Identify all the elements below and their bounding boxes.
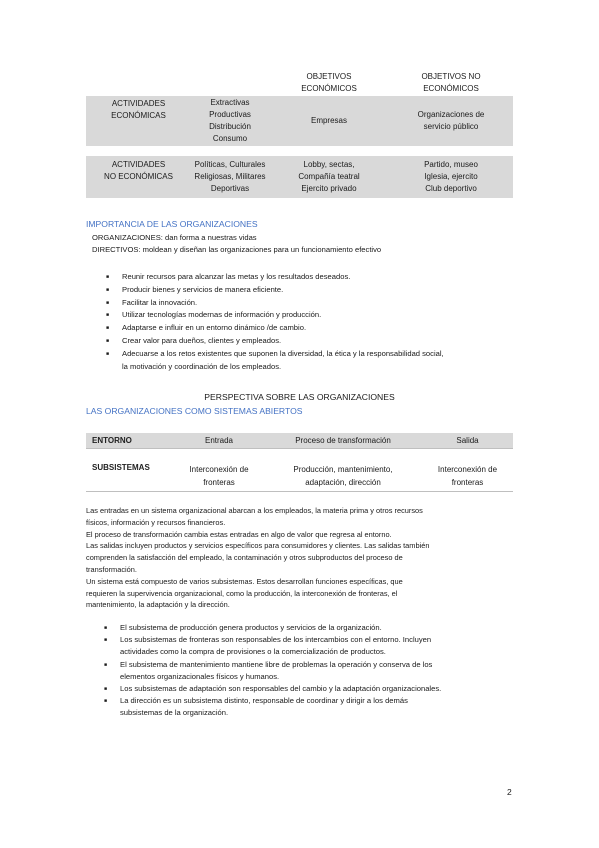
type-line: Consumo <box>212 134 248 143</box>
row-no-economicos <box>389 156 513 198</box>
list-item-line: El subsistema de mantenimiento mantiene libre de problemas la operación y conserva de los <box>120 659 433 669</box>
paragraph-line: mantenimiento, la adaptación y la dirección. <box>86 600 230 610</box>
table1-header-empty-1 <box>86 70 191 96</box>
list-item-line: actividades como la compra de provisiones o la comercialización de productos. <box>120 647 386 657</box>
cell-line: adaptación, dirección <box>305 478 381 487</box>
type-line: Extractivas <box>210 98 250 107</box>
open-system-table <box>86 433 513 492</box>
cell-line: Compañía teatral <box>298 172 360 181</box>
paragraph-line: comprenden la satisfacción del empleado, la contaminación y otros subproductos del proceso de <box>86 553 403 563</box>
table1-header-economicos <box>269 70 389 96</box>
list-item <box>120 622 516 634</box>
list-item-line: la motivación y coordinación de los empleados. <box>122 361 282 371</box>
table1-header-row <box>86 70 513 96</box>
list-item-line: Adecuarse a los retos existentes que suponen la diversidad, la ética y la responsabilidad social, <box>122 348 444 358</box>
cell-line: Club deportivo <box>425 184 477 193</box>
cell-line: servicio público <box>423 122 479 131</box>
list-item: ■ Adaptarse e influir en un entorno dinámico /de cambio. <box>122 322 517 335</box>
importancia-bullet-list <box>122 271 517 373</box>
cell-entrada <box>174 461 264 492</box>
table1-header-no-economicos <box>389 70 513 96</box>
row-economicos <box>269 156 389 198</box>
cell-salida <box>422 461 513 492</box>
row-label-line: ACTIVIDADES <box>111 99 166 108</box>
type-line: Religiosas, Militares <box>194 172 266 181</box>
cell-line: Iglesia, ejercito <box>424 172 478 181</box>
list-item-line: elementos organizacionales físicos y humanos. <box>120 671 280 681</box>
cell-line: Organizaciones de <box>417 110 485 119</box>
cell-proceso <box>264 461 422 492</box>
list-item: ■ Utilizar tecnologías modernas de información y producción. <box>122 309 517 322</box>
list-item-line: Los subsistemas de adaptación son responsables del cambio y la adaptación organizacionales. <box>120 684 442 694</box>
cell-line: fronteras <box>203 478 235 487</box>
paragraph-line: Un sistema está compuesto de varios subsistemas. Estos desarrollan funciones específicas, que <box>86 576 403 586</box>
sistemas-abiertos-subtitle: LAS ORGANIZACIONES COMO SISTEMAS ABIERTOS <box>86 406 303 416</box>
list-item-line: El subsistema de producción genera productos y servicios de la organización. <box>120 623 382 632</box>
list-item-line: La dirección es un subsistema distinto, responsable de coordinar y dirigir a los demás <box>120 696 408 706</box>
cell-line: Producción, mantenimiento, <box>293 465 393 474</box>
paragraph-line: físicos, información y recursos financieros. <box>86 517 226 527</box>
row-no-economicos <box>389 96 513 146</box>
row-types <box>191 96 269 146</box>
row-label-line: ACTIVIDADES <box>111 160 166 169</box>
list-item <box>120 695 516 719</box>
header-entorno: ENTORNO <box>86 433 174 449</box>
table1-row-no-economicas <box>86 156 513 198</box>
importancia-line-organizaciones: ORGANIZACIONES: dan forma a nuestras vidas <box>92 233 257 242</box>
cell-line: Partido, museo <box>424 160 478 169</box>
list-item-line: subsistemas de la organización. <box>120 708 229 718</box>
type-line: Políticas, Culturales <box>194 160 266 169</box>
list-item <box>122 348 517 374</box>
page-number: 2 <box>507 787 512 797</box>
list-item: ■ Reunir recursos para alcanzar las metas y los resultados deseados. <box>122 271 517 284</box>
table2-spacer <box>86 449 513 462</box>
cell-line: Ejercito privado <box>301 184 357 193</box>
table2-header-row <box>86 433 513 449</box>
table2-subsistemas-row <box>86 461 513 492</box>
list-item <box>120 683 516 695</box>
importancia-line-directivos: DIRECTIVOS: moldean y diseñan las organizaciones para un funcionamiento efectivo <box>92 245 382 254</box>
subsistemas-bullet-list <box>120 622 516 720</box>
open-system-paragraphs <box>86 505 516 611</box>
row-label-subsistemas: SUBSISTEMAS <box>86 461 174 492</box>
list-item: ■ Facilitar la innovación. <box>122 297 517 310</box>
type-line: Distribución <box>209 122 251 131</box>
type-line: Deportivas <box>210 184 250 193</box>
importancia-title: IMPORTANCIA DE LAS ORGANIZACIONES <box>86 219 258 229</box>
cell-line: Lobby, sectas, <box>303 160 355 169</box>
table1-gap-row <box>86 146 513 156</box>
cell-line: Interconexión de <box>189 465 249 474</box>
row-label-line: ECONÓMICAS <box>111 111 166 120</box>
header-text: OBJETIVOS NO ECONÓMICOS <box>421 72 481 93</box>
row-label-line: NO ECONÓMICAS <box>104 172 173 181</box>
table1-header-empty-2 <box>191 70 269 96</box>
perspectiva-title: PERSPECTIVA SOBRE LAS ORGANIZACIONES <box>204 392 395 402</box>
row-label <box>86 96 191 146</box>
header-proceso: Proceso de transformación <box>264 433 422 449</box>
list-item: ■ Crear valor para dueños, clientes y empleados. <box>122 335 517 348</box>
header-text: OBJETIVOS ECONÓMICOS <box>301 72 357 93</box>
row-label <box>86 156 191 198</box>
row-types <box>191 156 269 198</box>
table1-row-economicas <box>86 96 513 146</box>
list-item: ■ Producir bienes y servicios de manera eficiente. <box>122 284 517 297</box>
header-entrada: Entrada <box>174 433 264 449</box>
paragraph-line: Las entradas en un sistema organizacional abarcan a los empleados, la materia prima y otros recursos <box>86 506 423 515</box>
cell-line: fronteras <box>451 478 484 487</box>
header-salida: Salida <box>422 433 513 449</box>
list-item-line: Los subsistemas de fronteras son responsables de los intercambios con el entorno. Incluyen <box>120 635 432 645</box>
list-item <box>120 634 516 658</box>
list-item <box>120 659 516 683</box>
cell-line: Empresas <box>310 116 347 125</box>
paragraph-line: requieren la supervivencia organizacional, como la producción, la interconexión de fronteras, el <box>86 588 398 598</box>
type-line: Productivas <box>209 110 251 119</box>
cell-line: Interconexión de <box>437 465 498 474</box>
paragraph-line: El proceso de transformación cambia estas entradas en algo de valor que regresa al entorno. <box>86 529 392 539</box>
organizations-classification-table <box>86 70 513 198</box>
paragraph-line: Las salidas incluyen productos y servicios específicos para consumidores y clientes. Las salidas también <box>86 541 430 551</box>
row-economicos <box>269 96 389 146</box>
paragraph-line: transformación. <box>86 564 137 574</box>
